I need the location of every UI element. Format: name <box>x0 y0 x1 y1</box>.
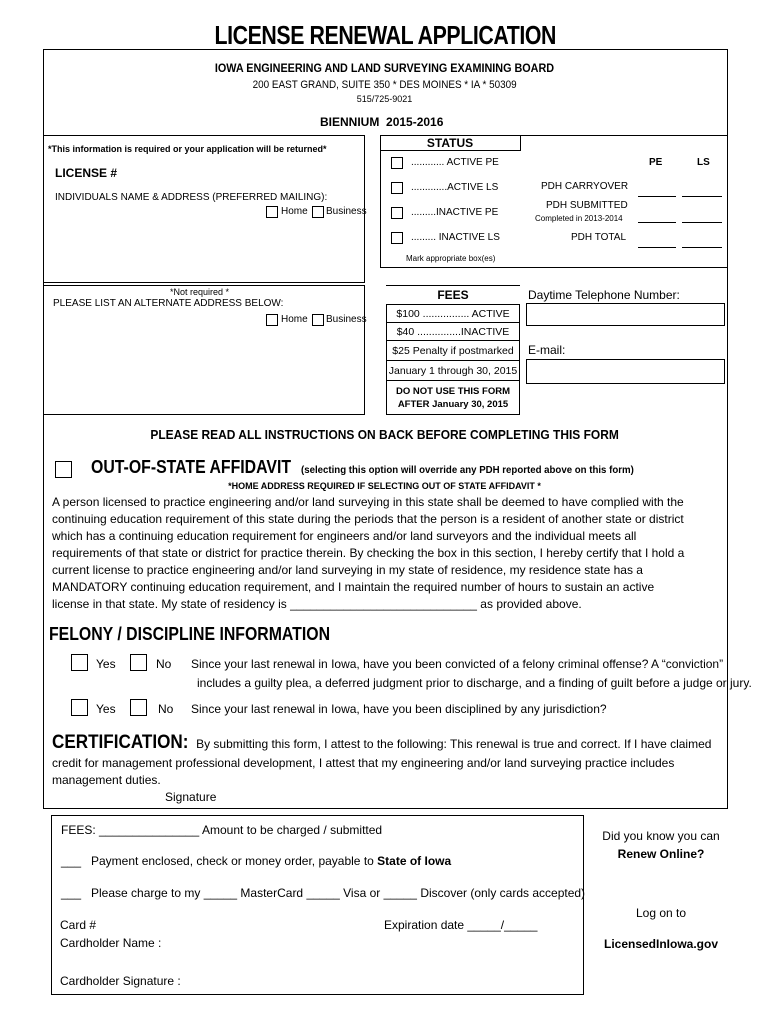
cardholder-signature-label: Cardholder Signature : <box>60 974 181 988</box>
certification-line2: credit for management professional development, I attest that my engineering and/or land surveying practice includes <box>52 756 675 770</box>
affidavit-line: requirements of that state or district for practice therein. By checking the box in this section, I hereby certify that I hold a <box>52 546 685 560</box>
pdh-submitted-pe-field[interactable] <box>638 222 676 223</box>
affidavit-title: OUT-OF-STATE AFFIDAVIT <box>91 457 292 477</box>
pdh-completed-note: Completed in 2013-2014 <box>535 214 623 223</box>
felony-question-line2: includes a guilty plea, a deferred judgment prior to discharge, and a finding of guilt before a judge or jury. <box>197 676 752 690</box>
online-line2: Renew Online? <box>617 847 705 861</box>
pdh-col-pe: PE <box>649 157 663 168</box>
cardholder-name-label: Cardholder Name : <box>60 936 162 950</box>
pdh-carryover-ls-field[interactable] <box>682 196 722 197</box>
felony-yes-checkbox[interactable] <box>71 654 88 671</box>
affidavit-line: A person licensed to practice engineering and/or land surveying in this state shall be deemed to have complied with the <box>52 495 684 509</box>
discipline-yes-label: Yes <box>96 702 116 716</box>
required-note: *This information is required or your application will be returned* <box>48 144 327 154</box>
certification-title: CERTIFICATION: <box>52 732 189 753</box>
signature-label: Signature <box>165 790 217 804</box>
inactive-pe-label: .........INACTIVE PE <box>411 207 499 218</box>
license-label: LICENSE # <box>55 166 118 180</box>
phone-input[interactable] <box>526 303 725 326</box>
inactive-pe-checkbox[interactable] <box>391 207 403 219</box>
pdh-submitted-label: PDH SUBMITTED <box>546 200 628 211</box>
alternate-address-label: PLEASE LIST AN ALTERNATE ADDRESS BELOW: <box>53 298 284 309</box>
amount-label: Amount to be charged / submitted <box>202 823 383 837</box>
pdh-total-pe-field[interactable] <box>638 247 676 248</box>
certification-line3: management duties. <box>52 773 161 787</box>
active-ls-checkbox[interactable] <box>391 182 403 194</box>
fee-warning <box>386 380 520 415</box>
certification-row <box>52 732 711 754</box>
online-line1: Did you know you can <box>602 829 720 843</box>
felony-no-checkbox[interactable] <box>130 654 147 671</box>
felony-yes-label: Yes <box>96 657 116 671</box>
affidavit-line: current license to practice engineering and/or land surveying in my state of residence, my residence state has a <box>52 563 643 577</box>
board-phone: 515/725-9021 <box>356 94 413 104</box>
email-label: E-mail: <box>528 343 566 357</box>
certification-line1: By submitting this form, I attest to the following: This renewal is true and correct. If I have claimed <box>196 737 712 751</box>
card-number-label: Card # <box>60 918 97 932</box>
fee-warning-line1: DO NOT USE THIS FORM <box>396 385 510 397</box>
phone-label: Daytime Telephone Number: <box>528 288 680 302</box>
fee-warning-line2: AFTER January 30, 2015 <box>397 398 509 410</box>
affidavit-title-note: (selecting this option will override any PDH reported above on this form) <box>300 464 634 476</box>
name-address-label: INDIVIDUALS NAME & ADDRESS (PREFERRED MAILING): <box>55 192 328 203</box>
payment-enclosed-text: Payment enclosed, check or money order, payable to State of Iowa <box>91 854 452 868</box>
board-name: IOWA ENGINEERING AND LAND SURVEYING EXAMINING BOARD <box>214 61 555 75</box>
home-checkbox[interactable] <box>266 206 278 218</box>
pdh-carryover-pe-field[interactable] <box>638 196 676 197</box>
biennium: BIENNIUM 2015-2016 <box>320 115 444 129</box>
expiration-label: Expiration date _____/_____ <box>384 918 538 932</box>
affidavit-title-row <box>91 457 662 478</box>
not-required-note: *Not required * <box>170 287 230 297</box>
affidavit-line: license in that state. My state of residency is ____________________________ as provided above. <box>52 597 582 611</box>
fees-blank[interactable]: : _______________ <box>92 823 200 837</box>
alt-business-label: Business <box>326 314 367 325</box>
alt-business-checkbox[interactable] <box>312 314 324 326</box>
fees-line <box>61 823 199 837</box>
pdh-total-label: PDH TOTAL <box>571 232 627 243</box>
business-checkbox[interactable] <box>312 206 324 218</box>
status-note: Mark appropriate box(es) <box>406 254 496 263</box>
home-label: Home <box>281 206 308 217</box>
alt-home-checkbox[interactable] <box>266 314 278 326</box>
instructions-notice: PLEASE READ ALL INSTRUCTIONS ON BACK BEFORE COMPLETING THIS FORM <box>150 427 619 442</box>
fee-row-inactive: $40 ...............INACTIVE <box>386 322 520 341</box>
discipline-yes-checkbox[interactable] <box>71 699 88 716</box>
payable-to: State of Iowa <box>377 854 452 868</box>
fees-label: FEES <box>61 823 93 837</box>
fee-row-penalty-dates: January 1 through 30, 2015 <box>386 360 520 381</box>
alt-home-label: Home <box>281 314 308 325</box>
affidavit-line: continuing education requirement of this state during the periods that the person is a resident of another state or district <box>52 512 684 526</box>
pdh-carryover-label: PDH CARRYOVER <box>541 181 629 192</box>
charge-blank[interactable]: ___ <box>61 886 82 900</box>
online-site-link[interactable]: LicensedInIowa.gov <box>603 937 719 951</box>
inactive-ls-label: ......... INACTIVE LS <box>411 232 500 243</box>
felony-no-label: No <box>156 657 172 671</box>
active-pe-label: ............ ACTIVE PE <box>411 157 499 168</box>
fees-header: FEES <box>437 288 469 302</box>
board-address: 200 EAST GRAND, SUITE 350 * DES MOINES * IA * 50309 <box>252 79 517 91</box>
felony-title: FELONY / DISCIPLINE INFORMATION <box>49 624 331 644</box>
discipline-no-checkbox[interactable] <box>130 699 147 716</box>
pdh-submitted-ls-field[interactable] <box>682 222 722 223</box>
payment-enclosed-blank[interactable]: ___ <box>61 854 82 868</box>
pdh-col-ls: LS <box>697 157 710 168</box>
active-ls-label: .............ACTIVE LS <box>411 182 499 193</box>
status-header: STATUS <box>426 136 474 150</box>
payment-box <box>51 815 584 995</box>
affidavit-line: MANDATORY continuing education requirement, and I maintain the required number of hours to sustain an active <box>52 580 655 594</box>
active-pe-checkbox[interactable] <box>391 157 403 169</box>
discipline-question: Since your last renewal in Iowa, have you been disciplined by any jurisdiction? <box>191 702 607 716</box>
fee-row-active: $100 ................ ACTIVE <box>386 304 520 323</box>
charge-text: Please charge to my _____ MasterCard _____ Visa or _____ Discover (only cards accepted) <box>91 886 586 900</box>
email-input[interactable] <box>526 359 725 384</box>
affidavit-text <box>52 494 732 613</box>
affidavit-checkbox[interactable] <box>55 461 72 478</box>
inactive-ls-checkbox[interactable] <box>391 232 403 244</box>
online-line3: Log on to <box>635 906 687 920</box>
business-label: Business <box>326 206 367 217</box>
affidavit-line: which has a continuing education requirement for engineers and/or land surveyors and the individual meets all <box>52 529 637 543</box>
pdh-total-ls-field[interactable] <box>682 247 722 248</box>
discipline-no-label: No <box>158 702 174 716</box>
page-title: LICENSE RENEWAL APPLICATION <box>214 20 556 50</box>
affidavit-sub-note: *HOME ADDRESS REQUIRED IF SELECTING OUT OF STATE AFFIDAVIT * <box>228 481 541 491</box>
fee-row-penalty: $25 Penalty if postmarked <box>386 340 520 361</box>
felony-question-line1: Since your last renewal in Iowa, have you been convicted of a felony criminal offense? A “conviction” <box>191 657 724 671</box>
